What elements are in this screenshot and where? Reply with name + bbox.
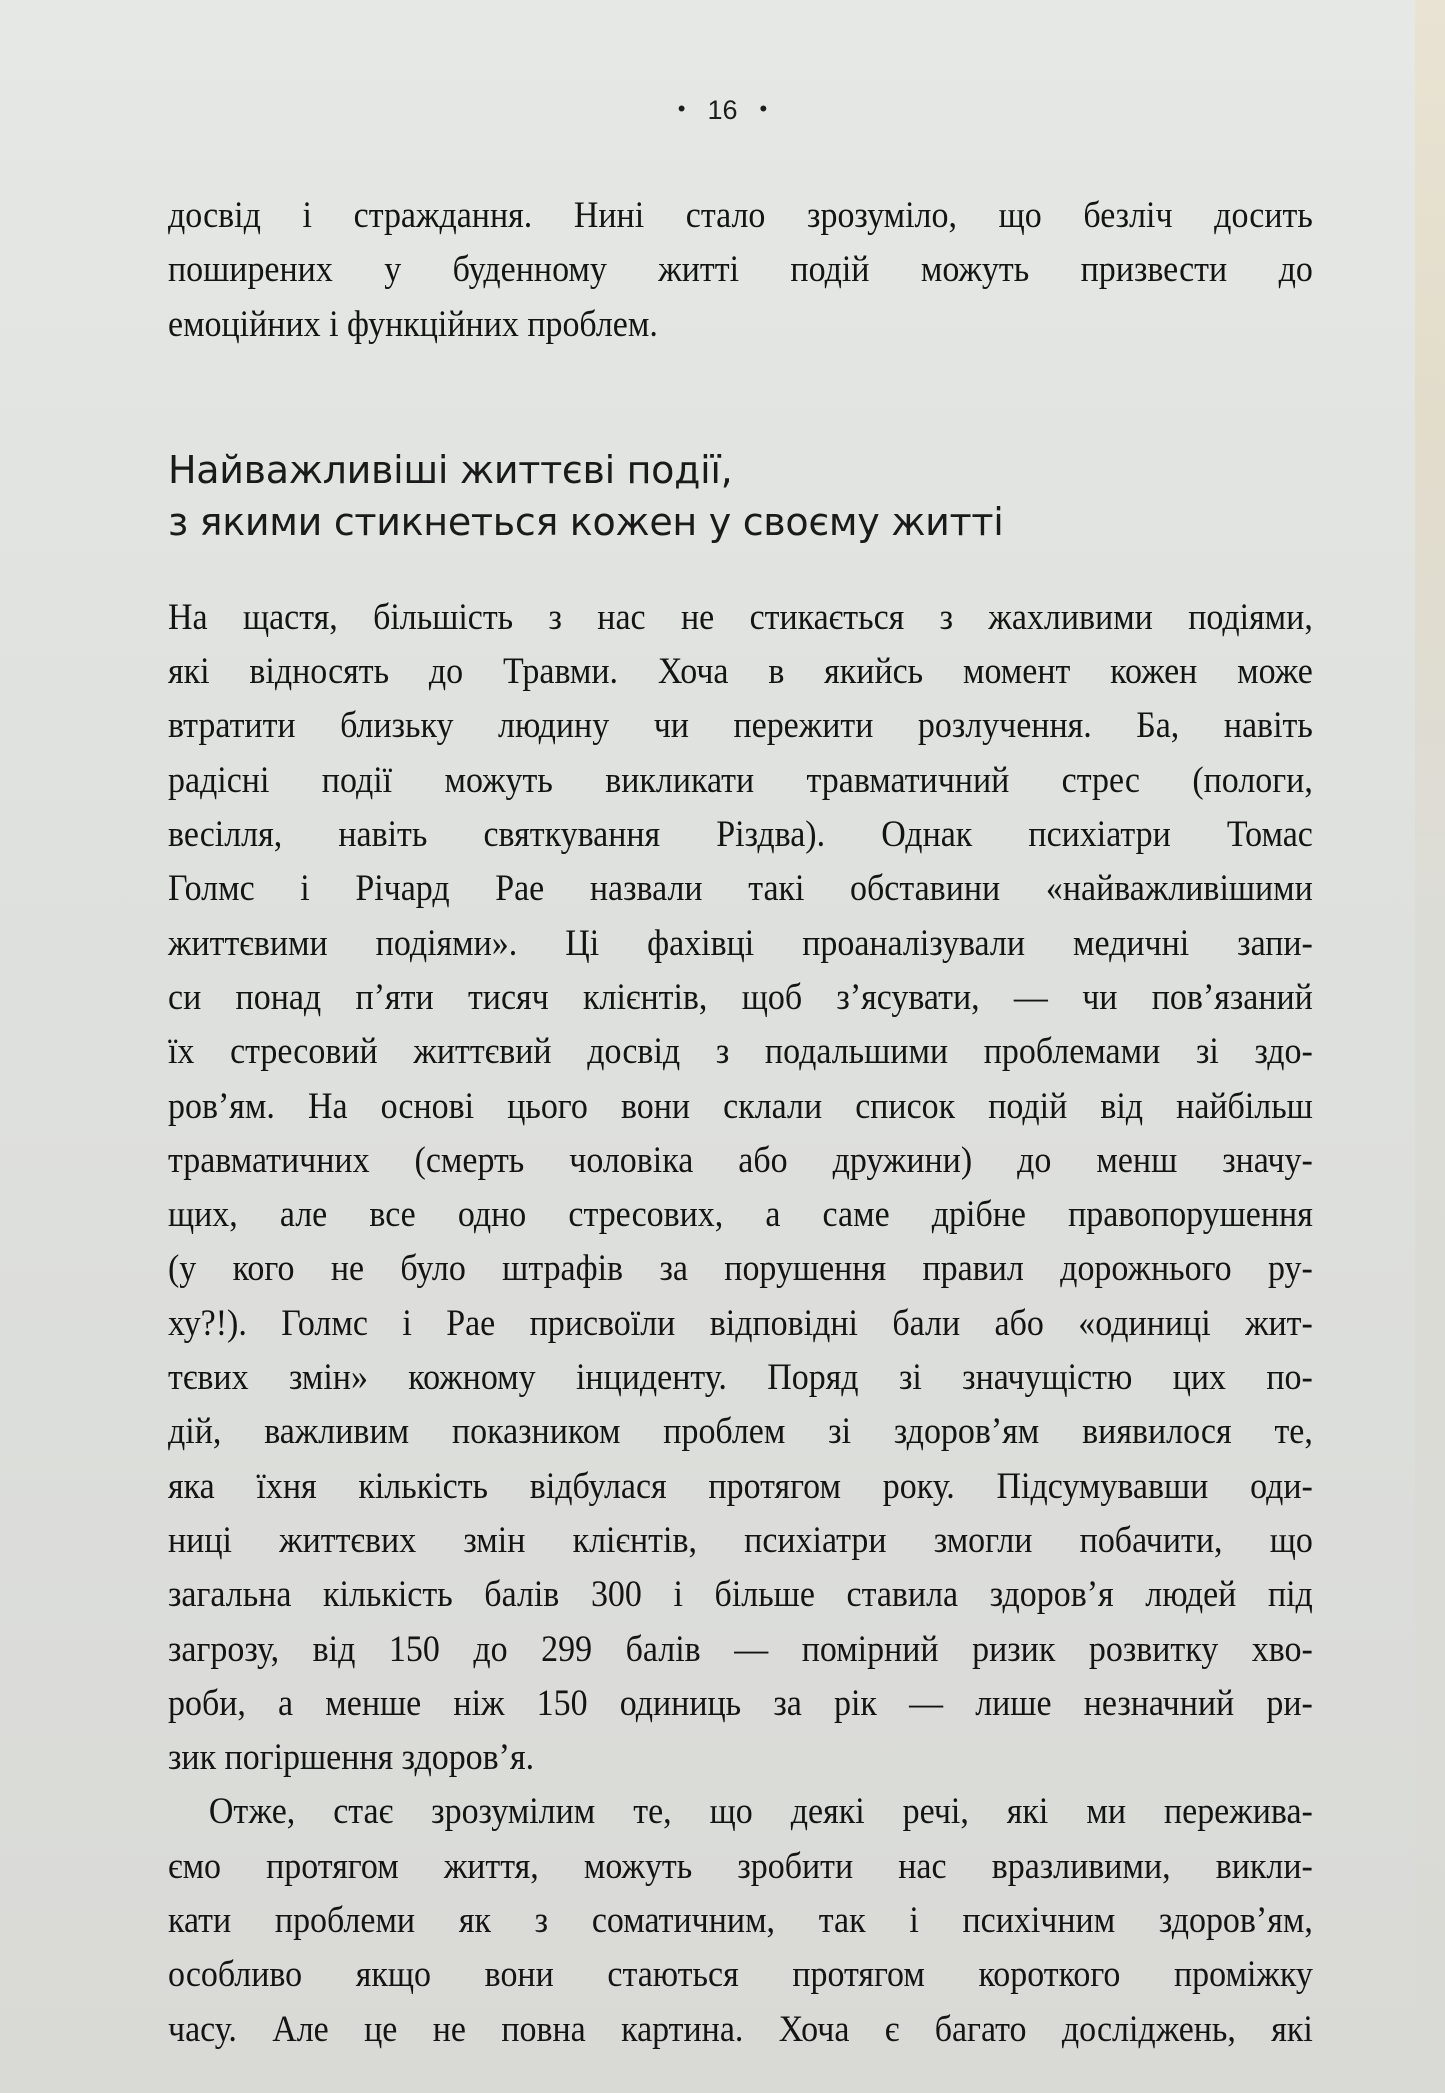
text-line: ху?!). Голмс і Рае присвоїли відповідні бали або «одиниці жит- [168,1301,1313,1343]
text-line: (у кого не було штрафів за порушення правил дорожнього ру- [168,1247,1313,1289]
paragraph-conclusion [168,1784,1313,2055]
header-dot-left: • [677,96,686,121]
text-line: щих, але все одно стресових, а саме дрібне правопорушення [168,1193,1313,1235]
text-line: часу. Але це не повна картина. Хоча є багато досліджень, які [168,2007,1313,2049]
text-line: тєвих змін» кожному інциденту. Поряд зі значущістю цих по- [168,1356,1313,1398]
book-page-edge [1415,0,1445,2093]
text-line: втратити близьку людину чи пережити розлучення. Ба, навіть [168,704,1313,746]
text-line: яка їхня кількість відбулася протягом року. Підсумувавши оди- [168,1464,1313,1506]
section-heading [168,444,1313,548]
page-header [0,95,1445,126]
text-line: радісні події можуть викликати травматичний стрес (пологи, [168,758,1313,800]
heading-line: Найважливіші життєві події, [168,447,733,492]
text-line: особливо якщо вони стаються протягом короткого проміжку [168,1953,1313,1995]
text-line: життєвими подіями». Ці фахівці проаналізували медичні запи- [168,921,1313,963]
text-line: зик погіршення здоров’я. [168,1736,535,1778]
text-line: роби, а менше ніж 150 одиниць за рік — лише незначний ри- [168,1681,1313,1723]
heading-line: з якими стикнеться кожен у своєму житті [168,499,1004,544]
paragraph-life-events [168,590,1313,1785]
page-number: 16 [707,95,738,125]
text-line: ниці життєвих змін клієнтів, психіатри змогли побачити, що [168,1518,1313,1560]
text-line: си понад п’яти тисяч клієнтів, щоб з’ясувати, — чи пов’язаний [168,975,1313,1017]
text-line: досвід і страждання. Нині стало зрозуміло, що безліч досить [168,194,1313,235]
text-line: Голмс і Річард Рае назвали такі обставини «найважливішими [168,867,1313,909]
text-line: їх стресовий життєвий досвід з подальшими проблемами зі здо- [168,1030,1313,1072]
intro-paragraph [168,188,1313,351]
text-line: травматичних (смерть чоловіка або дружини) до менш значу- [168,1138,1313,1180]
text-line: весілля, навіть святкування Різдва). Однак психіатри Томас [168,813,1313,855]
text-line: дій, важливим показником проблем зі здоров’ям виявилося те, [168,1410,1313,1452]
text-line: емоційних і функційних проблем. [168,302,658,344]
page-body [168,188,1313,2056]
text-line: які відносять до Травми. Хоча в якийсь момент кожен може [168,650,1313,692]
text-line: загальна кількість балів 300 і більше ставила здоров’я людей під [168,1573,1313,1615]
text-line: ров’ям. На основі цього вони склали список подій від найбільш [168,1084,1313,1126]
header-dot-right: • [759,96,768,121]
text-line: Отже, стає зрозумілим те, що деякі речі, які ми пережива- [208,1790,1313,1832]
text-line: загрозу, від 150 до 299 балів — помірний ризик розвитку хво- [168,1627,1313,1669]
text-line: поширених у буденному житті подій можуть призвести до [168,248,1313,290]
text-line: ємо протягом життя, можуть зробити нас вразливими, викли- [168,1844,1313,1886]
text-line: На щастя, більшість з нас не стикається з жахливими подіями, [168,595,1313,637]
text-line: кати проблеми як з соматичним, так і психічним здоров’ям, [168,1899,1313,1941]
